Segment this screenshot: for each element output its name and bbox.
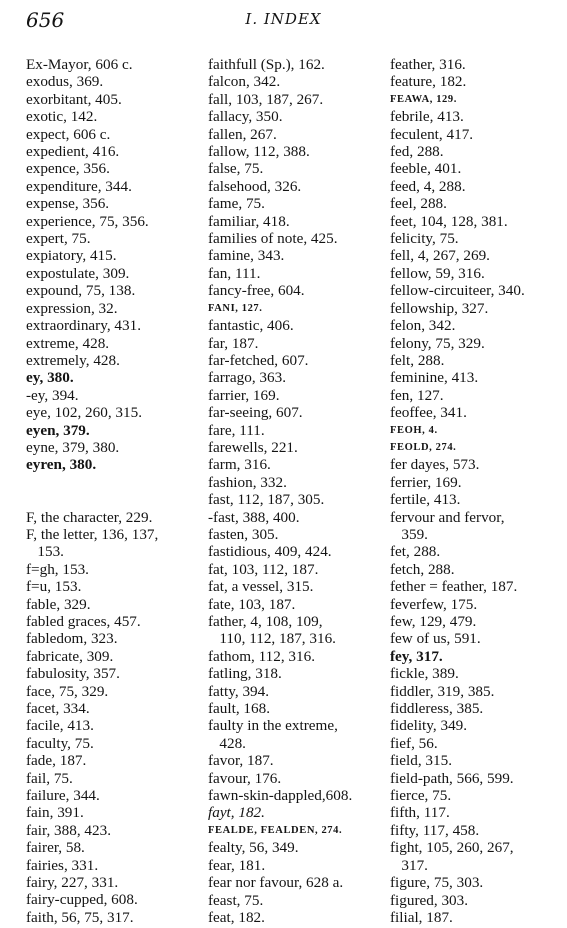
index-entry: fetch, 288.	[390, 560, 455, 578]
index-entry: facile, 413.	[26, 717, 94, 735]
index-entry: fidelity, 349.	[390, 717, 468, 735]
index-entry: expense, 356.	[26, 195, 110, 213]
index-entry: FEOH, 4.	[390, 424, 438, 436]
index-entry: eyne, 379, 380.	[26, 438, 120, 456]
index-entry: FANI, 127.	[208, 302, 263, 314]
index-entry: felt, 288.	[390, 351, 445, 369]
index-entry: face, 75, 329.	[26, 682, 109, 700]
index-entry: famine, 343.	[208, 247, 285, 265]
index-entry: fet, 288.	[390, 543, 441, 561]
index-entry: fault, 168.	[208, 700, 271, 718]
index-entry: fantastic, 406.	[208, 317, 294, 335]
index-entry: fain, 391.	[26, 804, 84, 822]
index-entry	[26, 491, 191, 508]
index-entry: fairy-cupped, 608.	[26, 891, 138, 909]
index-entry: fawn-skin-dappled,608.	[208, 787, 353, 805]
index-entry: farrier, 169.	[208, 386, 280, 404]
index-entry: facet, 334.	[26, 700, 90, 717]
index-entry: farm, 316.	[208, 456, 271, 474]
running-head: I. INDEX	[245, 10, 322, 28]
page-number: 656	[26, 8, 65, 32]
index-entry: fallacy, 350.	[208, 108, 283, 126]
index-entry: fight, 105, 260, 267,	[390, 839, 514, 857]
index-entry: far-fetched, 607.	[208, 351, 309, 369]
index-entry: fifth, 117.	[390, 804, 450, 822]
index-entry: fether = feather, 187.	[390, 578, 518, 596]
index-entry: faithfull (Sp.), 162.	[208, 56, 325, 73]
index-entry: fancy-free, 604.	[208, 282, 305, 300]
index-entry: F, the letter, 136, 137,	[26, 525, 159, 543]
index-entry: fashion, 332.	[208, 473, 287, 491]
index-entry: falsehood, 326.	[208, 177, 302, 195]
index-entry: extreme, 428.	[26, 334, 110, 352]
index-entry: feature, 182.	[390, 73, 467, 91]
index-entry: favor, 187.	[208, 752, 274, 770]
index-entry: feoffee, 341.	[390, 404, 467, 422]
index-entry: eyen, 379.	[26, 421, 90, 439]
index-entry: fare, 111.	[208, 421, 265, 439]
index-entry: fief, 56.	[390, 734, 438, 752]
index-entry: FEOLD, 274.	[390, 441, 457, 453]
index-entry: fat, 103, 112, 187.	[208, 560, 319, 578]
index-entry: fellowship, 327.	[390, 299, 489, 317]
index-entry: exorbitant, 405.	[26, 90, 122, 108]
index-entry: 428.	[208, 734, 246, 752]
index-entry: 110, 112, 187, 316.	[208, 630, 336, 648]
index-entry: few, 129, 479.	[390, 613, 477, 630]
index-entry: father, 4, 108, 109,	[208, 613, 323, 630]
index-entry: exotic, 142.	[26, 108, 98, 126]
index-entry: expert, 75.	[26, 230, 91, 248]
index-entry: fallow, 112, 388.	[208, 143, 310, 161]
index-entry: fellow-circuiteer, 340.	[390, 282, 525, 300]
index-entry: feeble, 401.	[390, 160, 462, 178]
index-entry: -ey, 394.	[26, 386, 79, 404]
index-entry: farewells, 221.	[208, 438, 298, 456]
index-entry: feminine, 413.	[390, 369, 479, 387]
index-entry: fair, 388, 423.	[26, 821, 112, 839]
index-entry: extremely, 428.	[26, 351, 120, 369]
index-entry: filial, 187.	[390, 908, 453, 926]
index-entry: fabricate, 309.	[26, 647, 114, 665]
index-entry: fastidious, 409, 424.	[208, 543, 332, 561]
index-entry: fickle, 389.	[390, 665, 459, 683]
index-entry: faulty in the extreme,	[208, 717, 338, 735]
index-column-2	[208, 56, 373, 926]
index-entry: familiar, 418.	[208, 212, 290, 230]
index-entry: fer dayes, 573.	[390, 456, 480, 474]
index-entry: fabulosity, 357.	[26, 665, 120, 683]
index-entry: feed, 4, 288.	[390, 177, 466, 195]
index-entry: eyren, 380.	[26, 456, 97, 474]
index-entry: field-path, 566, 599.	[390, 769, 514, 787]
index-entry: fame, 75.	[208, 195, 265, 213]
index-entry: fiddleress, 385.	[390, 700, 484, 718]
index-entry: expound, 75, 138.	[26, 282, 136, 300]
index-entry: families of note, 425.	[208, 230, 338, 248]
index-entry: feet, 104, 128, 381.	[390, 212, 508, 230]
index-entry: feverfew, 175.	[390, 595, 478, 613]
index-entry: 359.	[390, 525, 428, 543]
index-entry: felony, 75, 329.	[390, 334, 485, 352]
index-entry: fasten, 305.	[208, 525, 279, 543]
index-entry: fat, a vessel, 315.	[208, 578, 314, 596]
index-entry: expedient, 416.	[26, 143, 120, 161]
index-entry: ferrier, 169.	[390, 473, 462, 491]
index-entry: fey, 317.	[390, 647, 443, 665]
index-entry: fable, 329.	[26, 595, 91, 613]
index-entry: fabledom, 323.	[26, 630, 118, 648]
index-entry: fairer, 58.	[26, 839, 85, 857]
index-entry: falcon, 342.	[208, 73, 281, 91]
index-entry: felicity, 75.	[390, 230, 459, 248]
index-entry: -fast, 388, 400.	[208, 508, 300, 526]
index-entry: favour, 176.	[208, 769, 282, 787]
index-entry: fellow, 59, 316.	[390, 264, 485, 282]
index-entry: fed, 288.	[390, 143, 444, 161]
index-entry: f=gh, 153.	[26, 560, 89, 578]
index-entry: far, 187.	[208, 334, 259, 352]
index-entry: fertile, 413.	[390, 491, 461, 509]
index-entry: false, 75.	[208, 160, 264, 178]
index-entry: expence, 356.	[26, 160, 110, 178]
index-entry: fayt, 182.	[208, 804, 265, 822]
index-entry: fear nor favour, 628 a.	[208, 874, 344, 892]
index-entry: farrago, 363.	[208, 369, 287, 387]
index-entry: fairy, 227, 331.	[26, 874, 119, 892]
index-entry: expression, 32.	[26, 299, 118, 317]
index-entry: fifty, 117, 458.	[390, 821, 480, 839]
index-entry: fall, 103, 187, 267.	[208, 90, 324, 108]
index-entry: feather, 316.	[390, 56, 466, 73]
index-entry: field, 315.	[390, 752, 453, 770]
index-entry	[26, 474, 191, 491]
index-entry: failure, 344.	[26, 787, 100, 805]
index-entry: far-seeing, 607.	[208, 404, 303, 422]
page-header	[0, 0, 567, 40]
index-entry: exodus, 369.	[26, 73, 104, 91]
index-entry: few of us, 591.	[390, 630, 481, 648]
index-entry: f=u, 153.	[26, 578, 82, 596]
index-entry: feast, 75.	[208, 891, 264, 909]
index-entry: feel, 288.	[390, 195, 447, 213]
index-entry: 153.	[26, 543, 64, 561]
index-entry: fairies, 331.	[26, 856, 99, 874]
index-entry: fell, 4, 267, 269.	[390, 247, 490, 265]
index-entry: FEAWA, 129.	[390, 93, 457, 105]
index-entry: febrile, 413.	[390, 108, 464, 126]
index-entry: fierce, 75.	[390, 787, 452, 805]
index-entry: expect, 606 c.	[26, 125, 111, 143]
index-entry: extraordinary, 431.	[26, 317, 141, 335]
index-entry: figured, 303.	[390, 891, 469, 909]
index-entry: fatty, 394.	[208, 682, 270, 700]
index-entry: fast, 112, 187, 305.	[208, 491, 325, 509]
index-column-3	[390, 56, 550, 926]
index-column-1	[26, 56, 191, 926]
index-entry: fen, 127.	[390, 386, 444, 404]
index-entry: Ex-Mayor, 606 c.	[26, 56, 133, 73]
index-entry: fealty, 56, 349.	[208, 839, 299, 857]
index-entry: expenditure, 344.	[26, 177, 132, 195]
index-entry: figure, 75, 303.	[390, 874, 484, 892]
index-entry: experience, 75, 356.	[26, 212, 149, 230]
index-entry: fervour and fervor,	[390, 508, 505, 526]
index-entry: F, the character, 229.	[26, 508, 153, 526]
index-entry: fallen, 267.	[208, 125, 277, 143]
index-entry: fatling, 318.	[208, 665, 282, 683]
index-entry: fabled graces, 457.	[26, 612, 141, 630]
index-entry: eye, 102, 260, 315.	[26, 404, 142, 422]
index-entry: expiatory, 415.	[26, 247, 117, 265]
index-entry: faith, 56, 75, 317.	[26, 908, 134, 926]
index-entry: fiddler, 319, 385.	[390, 682, 495, 700]
index-entry: fathom, 112, 316.	[208, 647, 316, 665]
index-entry: faculty, 75.	[26, 734, 94, 752]
index-entry: fate, 103, 187.	[208, 595, 296, 613]
index-entry: fail, 75.	[26, 769, 73, 787]
index-entry: feat, 182.	[208, 908, 265, 926]
index-entry: 317.	[390, 856, 428, 874]
index-entry: fan, 111.	[208, 264, 261, 282]
index-entry: fade, 187.	[26, 752, 87, 770]
index-entry: fear, 181.	[208, 856, 266, 874]
index-entry: FEALDE, FEALDEN, 274.	[208, 824, 343, 836]
index-entry: felon, 342.	[390, 317, 456, 335]
index-entry: ey, 380.	[26, 369, 74, 387]
index-entry: feculent, 417.	[390, 125, 474, 143]
index-entry: expostulate, 309.	[26, 264, 130, 282]
